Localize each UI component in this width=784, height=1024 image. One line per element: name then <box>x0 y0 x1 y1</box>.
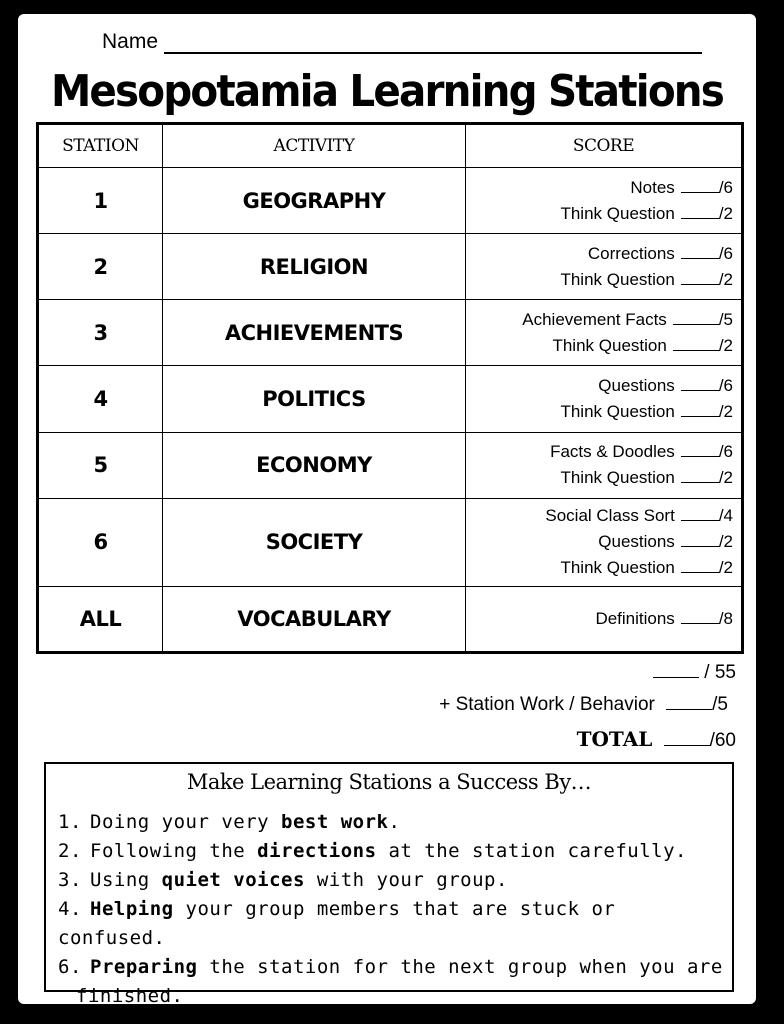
score-line <box>466 606 733 632</box>
score-label: Facts & Doodles <box>550 442 675 462</box>
score-blank[interactable] <box>673 310 719 325</box>
score-line <box>466 267 733 293</box>
score-label: Think Question <box>560 468 675 488</box>
success-title: Make Learning Stations a Success By… <box>186 770 592 794</box>
score-line <box>466 175 733 201</box>
score-max: /8 <box>718 608 733 628</box>
score-cell <box>466 300 743 366</box>
list-emphasis: Helping <box>90 898 174 920</box>
station-number: 3 <box>38 300 163 366</box>
station-number: 4 <box>38 366 163 432</box>
name-label: Name <box>102 30 159 53</box>
list-number: 4. <box>58 898 82 920</box>
score-line <box>466 241 733 267</box>
table-header-row <box>38 124 743 168</box>
list-text: with your group. <box>304 869 508 891</box>
name-blank-line[interactable] <box>164 34 702 54</box>
score-label: Questions <box>598 532 675 552</box>
score-label: Definitions <box>595 608 675 628</box>
activity-name: ECONOMY <box>163 432 466 498</box>
table-row <box>38 300 743 366</box>
score-label: Social Class Sort <box>545 506 675 526</box>
stations-table <box>36 122 744 654</box>
list-number: 2. <box>58 840 82 862</box>
list-item <box>58 866 732 895</box>
score-max: /2 <box>718 558 733 578</box>
score-blank[interactable] <box>681 442 719 457</box>
score-max: /6 <box>718 375 733 395</box>
score-line <box>466 503 733 529</box>
activity-name: VOCABULARY <box>163 586 466 652</box>
activity-name: GEOGRAPHY <box>163 168 466 234</box>
list-item <box>58 808 732 837</box>
list-item <box>58 837 732 866</box>
score-line <box>466 399 733 425</box>
score-max: /6 <box>718 442 733 462</box>
list-text: Following the <box>90 840 258 862</box>
table-row <box>38 366 743 432</box>
score-label: Think Question <box>560 203 675 223</box>
list-emphasis: best work <box>281 811 389 833</box>
table-row <box>38 432 743 498</box>
station-number: 2 <box>38 234 163 300</box>
station-work-label: + Station Work / Behavior <box>439 694 655 715</box>
score-label: Corrections <box>587 243 675 263</box>
score-label: Think Question <box>560 269 675 289</box>
worksheet-sheet <box>18 14 756 1007</box>
header-station: STATION <box>38 124 163 168</box>
activity-name: SOCIETY <box>163 498 466 586</box>
list-item <box>58 953 732 982</box>
score-cell <box>466 168 743 234</box>
score-max: /4 <box>718 506 733 526</box>
station-number: 1 <box>38 168 163 234</box>
score-cell <box>466 234 743 300</box>
score-line <box>466 373 733 399</box>
score-max: /5 <box>718 309 733 329</box>
score-blank[interactable] <box>673 336 719 351</box>
header-activity: ACTIVITY <box>163 124 466 168</box>
name-row <box>102 30 702 54</box>
table-row <box>38 168 743 234</box>
list-emphasis: quiet voices <box>161 869 305 891</box>
score-blank[interactable] <box>681 532 719 547</box>
list-text: at the station carefully. <box>376 840 687 862</box>
total-label: TOTAL <box>576 727 653 751</box>
score-blank[interactable] <box>681 609 719 624</box>
score-line <box>466 529 733 555</box>
score-cell <box>466 498 743 586</box>
station-number: 6 <box>38 498 163 586</box>
station-work-line <box>439 694 728 716</box>
list-text: your group members that are stuck or confused. <box>58 898 616 949</box>
list-text: Using <box>90 869 162 891</box>
score-line <box>466 201 733 227</box>
list-emphasis: Preparing <box>90 956 198 978</box>
list-emphasis: directions <box>257 840 377 862</box>
score-cell <box>466 366 743 432</box>
score-blank[interactable] <box>681 558 719 573</box>
station-number: ALL <box>38 586 163 652</box>
list-number: 1. <box>58 811 82 833</box>
score-max: /2 <box>718 335 733 355</box>
list-item-continuation: finished. <box>76 985 184 1007</box>
total-max: /60 <box>709 730 736 751</box>
list-text: Doing your very <box>90 811 282 833</box>
subtotal-line <box>647 662 736 684</box>
score-cell <box>466 432 743 498</box>
score-max: /2 <box>718 203 733 223</box>
score-label: Questions <box>598 375 675 395</box>
score-blank[interactable] <box>681 506 719 521</box>
score-blank[interactable] <box>681 204 719 219</box>
score-blank[interactable] <box>681 402 719 417</box>
total-blank[interactable] <box>664 731 710 746</box>
score-max: /2 <box>718 269 733 289</box>
list-number: 6. <box>58 956 82 978</box>
success-list <box>46 808 732 1011</box>
score-line <box>466 439 733 465</box>
score-line <box>466 555 733 581</box>
activity-name: ACHIEVEMENTS <box>163 300 466 366</box>
score-max: /2 <box>718 401 733 421</box>
score-label: Think Question <box>560 558 675 578</box>
total-line <box>577 727 736 752</box>
score-blank[interactable] <box>681 270 719 285</box>
subtotal-blank[interactable] <box>653 663 699 678</box>
score-blank[interactable] <box>681 468 719 483</box>
score-line <box>466 333 733 359</box>
list-text: . <box>388 811 401 833</box>
score-blank[interactable] <box>681 178 719 193</box>
station-work-max: /5 <box>712 694 728 715</box>
score-line <box>466 465 733 491</box>
score-max: /2 <box>718 532 733 552</box>
list-number: 3. <box>58 869 82 891</box>
header-score: SCORE <box>466 124 743 168</box>
score-line <box>466 307 733 333</box>
list-item <box>58 895 732 953</box>
table-row <box>38 234 743 300</box>
station-number: 5 <box>38 432 163 498</box>
score-blank[interactable] <box>681 244 719 259</box>
subtotal-max: / 55 <box>704 662 736 683</box>
score-label: Notes <box>630 177 675 197</box>
score-label: Achievement Facts <box>522 309 667 329</box>
score-cell <box>466 586 743 652</box>
activity-name: RELIGION <box>163 234 466 300</box>
score-label: Think Question <box>560 401 675 421</box>
station-work-blank[interactable] <box>666 695 712 710</box>
score-max: /2 <box>718 468 733 488</box>
success-box <box>44 762 734 1007</box>
page-title: Mesopotamia Learning Stations <box>50 66 724 117</box>
score-blank[interactable] <box>681 376 719 391</box>
activity-name: POLITICS <box>163 366 466 432</box>
table-row <box>38 586 743 652</box>
score-max: /6 <box>718 243 733 263</box>
list-text: the station for the next group when you are <box>197 956 723 978</box>
table-row <box>38 498 743 586</box>
score-max: /6 <box>718 177 733 197</box>
score-label: Think Question <box>552 335 667 355</box>
